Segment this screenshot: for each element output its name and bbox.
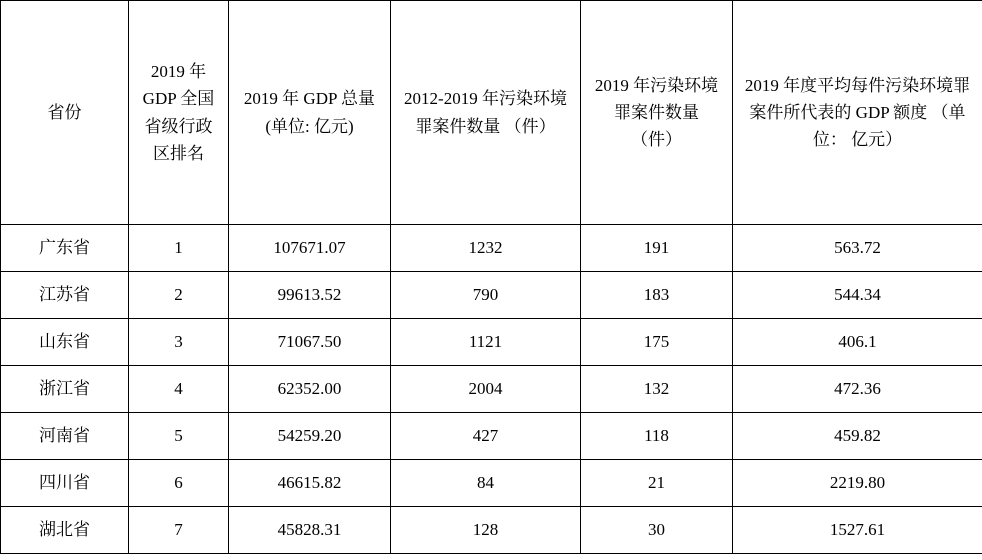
cell-province: 广东省: [1, 225, 129, 272]
cell-cases-2019: 175: [581, 319, 733, 366]
column-header-province: [1, 1, 129, 225]
cell-gdp: 62352.00: [229, 366, 391, 413]
column-header-cases-2019: [581, 1, 733, 225]
cell-rank: 4: [129, 366, 229, 413]
table-row: [1, 319, 982, 366]
cell-gdp: 71067.50: [229, 319, 391, 366]
cell-cases-2012-2019: 1121: [391, 319, 581, 366]
table-header-row: [1, 1, 982, 225]
cell-province: 江苏省: [1, 272, 129, 319]
cell-cases-2012-2019: 1232: [391, 225, 581, 272]
cell-gdp-per-case: 406.1: [733, 319, 982, 366]
cell-gdp: 99613.52: [229, 272, 391, 319]
cell-gdp-per-case: 563.72: [733, 225, 982, 272]
cell-gdp: 46615.82: [229, 460, 391, 507]
column-header-rank-label: 2019 年 GDP 全国省级行政区排名: [142, 62, 215, 163]
table-header: [1, 1, 982, 225]
cell-rank: 2: [129, 272, 229, 319]
table-row: [1, 507, 982, 554]
column-header-gdp-per-case-label: 2019 年度平均每件污染环境罪案件所代表的 GDP 额度 （单位： 亿元）: [744, 75, 971, 150]
cell-rank: 3: [129, 319, 229, 366]
cell-cases-2019: 191: [581, 225, 733, 272]
cell-cases-2019: 118: [581, 413, 733, 460]
cell-gdp: 54259.20: [229, 413, 391, 460]
table-body: [1, 225, 982, 554]
cell-rank: 1: [129, 225, 229, 272]
cell-gdp: 45828.31: [229, 507, 391, 554]
cell-cases-2012-2019: 790: [391, 272, 581, 319]
cell-province: 四川省: [1, 460, 129, 507]
column-header-gdp-label: 2019 年 GDP 总量 (单位: 亿元): [243, 89, 376, 136]
column-header-rank: [129, 1, 229, 225]
cell-cases-2012-2019: 2004: [391, 366, 581, 413]
column-header-province-label: 省份: [47, 102, 82, 122]
column-header-gdp-per-case: [733, 1, 982, 225]
cell-gdp: 107671.07: [229, 225, 391, 272]
cell-cases-2019: 183: [581, 272, 733, 319]
cell-rank: 7: [129, 507, 229, 554]
cell-gdp-per-case: 459.82: [733, 413, 982, 460]
table-row: [1, 366, 982, 413]
cell-gdp-per-case: 544.34: [733, 272, 982, 319]
cell-province: 山东省: [1, 319, 129, 366]
cell-gdp-per-case: 2219.80: [733, 460, 982, 507]
cell-province: 浙江省: [1, 366, 129, 413]
cell-cases-2012-2019: 427: [391, 413, 581, 460]
cell-rank: 6: [129, 460, 229, 507]
cell-cases-2019: 30: [581, 507, 733, 554]
table-row: [1, 460, 982, 507]
column-header-cases-2012-2019-label: 2012-2019 年污染环境罪案件数量 （件）: [404, 89, 567, 136]
table-row: [1, 272, 982, 319]
cell-cases-2019: 132: [581, 366, 733, 413]
column-header-cases-2012-2019: [391, 1, 581, 225]
table-row: [1, 413, 982, 460]
cell-cases-2012-2019: 128: [391, 507, 581, 554]
cell-gdp-per-case: 472.36: [733, 366, 982, 413]
cell-gdp-per-case: 1527.61: [733, 507, 982, 554]
table-row: [1, 225, 982, 272]
column-header-gdp: [229, 1, 391, 225]
column-header-cases-2019-label: 2019 年污染环境罪案件数量 （件）: [594, 75, 719, 150]
cell-cases-2019: 21: [581, 460, 733, 507]
cell-province: 河南省: [1, 413, 129, 460]
cell-cases-2012-2019: 84: [391, 460, 581, 507]
cell-province: 湖北省: [1, 507, 129, 554]
cell-rank: 5: [129, 413, 229, 460]
